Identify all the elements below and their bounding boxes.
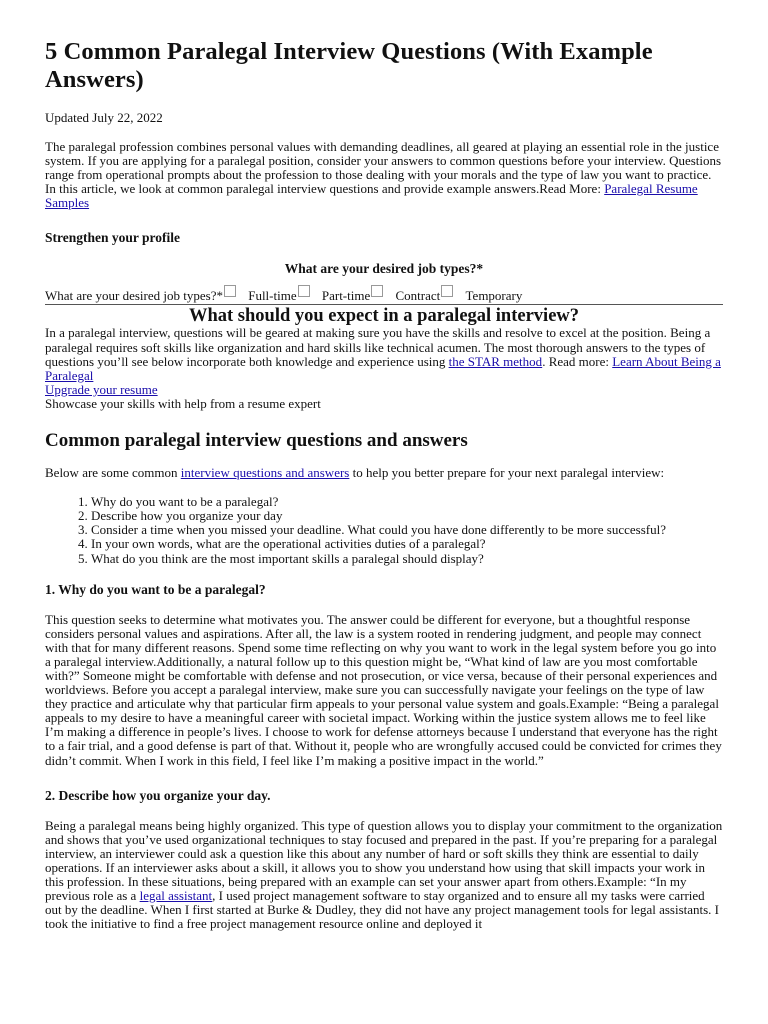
learn-about-paralegal-link[interactable]: Learn About Being a Paralegal (45, 353, 721, 383)
list-item: 4. In your own words, what are the operational activities duties of a paralegal? (91, 537, 723, 551)
job-types-label: What are your desired job types?* (45, 288, 223, 304)
list-item: 2. Describe how you organize your day (91, 509, 723, 523)
questions-list (45, 495, 723, 565)
temporary-checkbox[interactable] (441, 285, 453, 297)
full-time-checkbox[interactable] (224, 285, 236, 297)
showcase-text: Showcase your skills with help from a resume expert (45, 395, 321, 411)
intro-text: The paralegal profession combines personal values with demanding deadlines, all geared at playing an essential role in the justice system. If you are applying for a paralegal position, consider your answers to common questions before your interview. Questions range from operational prompts about the profession to those dealing with your morals and the type of law you want to practice. In this article, we look at common paralegal interview questions and provide example answers.Read More: (45, 139, 722, 197)
common-questions-heading: Common paralegal interview questions and answers (45, 430, 468, 452)
interview-questions-link[interactable]: interview questions and answers (180, 465, 350, 481)
article-title: 5 Common Paralegal Interview Questions (With Example Answers) (45, 38, 653, 93)
upgrade-resume-link[interactable]: Upgrade your resume (45, 381, 158, 397)
q2-text-start: Being a paralegal means being highly organized. This type of question allows you to display your commitment to the organization and shows that you’ve used organizational techniques to stay focused and prepared in the past. If you’re preparing for a paralegal interview, an interviewer could ask a question like this about any number of hard or soft skills they think are essential to daily operations. If an interviewer asks about a skill, it allows you to show you understand how using that skill impacts your work in this profession. In these situations, being prepared with an example can set your answer apart from others.Example: “In my previous role as a (45, 817, 723, 904)
q1-paragraph: This question seeks to determine what motivates you. The answer could be different for everyone, but a thoughtful response considers personal values and aspirations. After all, the law is a system rooted in rendering judgment, and people may connect with that for many different reasons. Spend some time reflecting on why you want to work in the legal system before you go into a paralegal interview.Additionally, a natural follow up to this question might be, “What kind of law are you most comfortable with?” Someone might be comfortable with defense and not prosecution, or vice versa, because of their personal experiences and worldviews. Before you accept a paralegal interview, make sure you can successfully navigate your feelings on the type of law they practice and articulate why that particular firm appeals to your personal value system and goals.Example: “Being a paralegal appeals to my desire to have a meaningful career with societal impact. Working within the justice system allows me to feel like I’m making a difference in people’s lives. I choose to work for defense attorneys because I understand that everyone has the right to a fair trial, and a good defense is part of that. Without it, people who are wrongfully accused could be convicted for crimes they didn’t commit. When I work in this field, I feel like I’m making a positive impact in the world.” (45, 611, 722, 768)
list-item: 5. What do you think are the most important skills a paralegal should display? (91, 552, 723, 566)
read-more-text: . Read more: (542, 353, 613, 369)
full-time-label: Full-time (248, 288, 297, 304)
strengthen-profile-heading: Strengthen your profile (45, 230, 181, 246)
q2-text-end: , I used project management software to stay organized and to ensure all my tasks were carried out by the deadline. When I first started at Burke & Dudley, they did not have any project management tools for legal assistants. I took the initiative to find a free project management resource online and deployed it (45, 888, 720, 932)
expect-paragraph (45, 326, 723, 382)
temporary-label: Temporary (465, 288, 523, 304)
below-text-start: Below are some common (45, 465, 181, 481)
job-types-title: What are your desired job types?* (284, 261, 484, 277)
contract-label: Contract (395, 288, 441, 304)
q1-heading: 1. Why do you want to be a paralegal? (45, 581, 266, 597)
paralegal-resume-samples-link[interactable]: Paralegal Resume Samples (45, 181, 698, 211)
q2-heading: 2. Describe how you organize your day. (45, 787, 271, 803)
below-text-end: to help you better prepare for your next paralegal interview: (349, 465, 665, 481)
part-time-checkbox[interactable] (298, 285, 310, 297)
job-types-row (45, 285, 723, 305)
expect-text: In a paralegal interview, questions will be geared at making sure you have the skills and resolve to excel at the position. Being a paralegal requires soft skills like organization and hard skills like technical acumen. The most thorough answers to the types of questions you’ll see below incorporate both knowledge and experience using (45, 325, 711, 369)
legal-assistant-link[interactable]: legal assistant (139, 888, 213, 904)
q2-paragraph (45, 819, 723, 932)
list-item: 1. Why do you want to be a paralegal? (91, 495, 723, 509)
part-time-label: Part-time (321, 288, 371, 304)
star-method-link[interactable]: the STAR method (448, 353, 543, 369)
list-item: 3. Consider a time when you missed your deadline. What could you have done differently to be more successful? (91, 523, 723, 537)
updated-date: Updated July 22, 2022 (45, 110, 163, 125)
below-paragraph (45, 466, 723, 480)
intro-paragraph (45, 140, 723, 210)
expect-heading: What should you expect in a paralegal interview? (188, 306, 580, 327)
upgrade-resume-line (45, 383, 723, 397)
contract-checkbox[interactable] (371, 285, 383, 297)
